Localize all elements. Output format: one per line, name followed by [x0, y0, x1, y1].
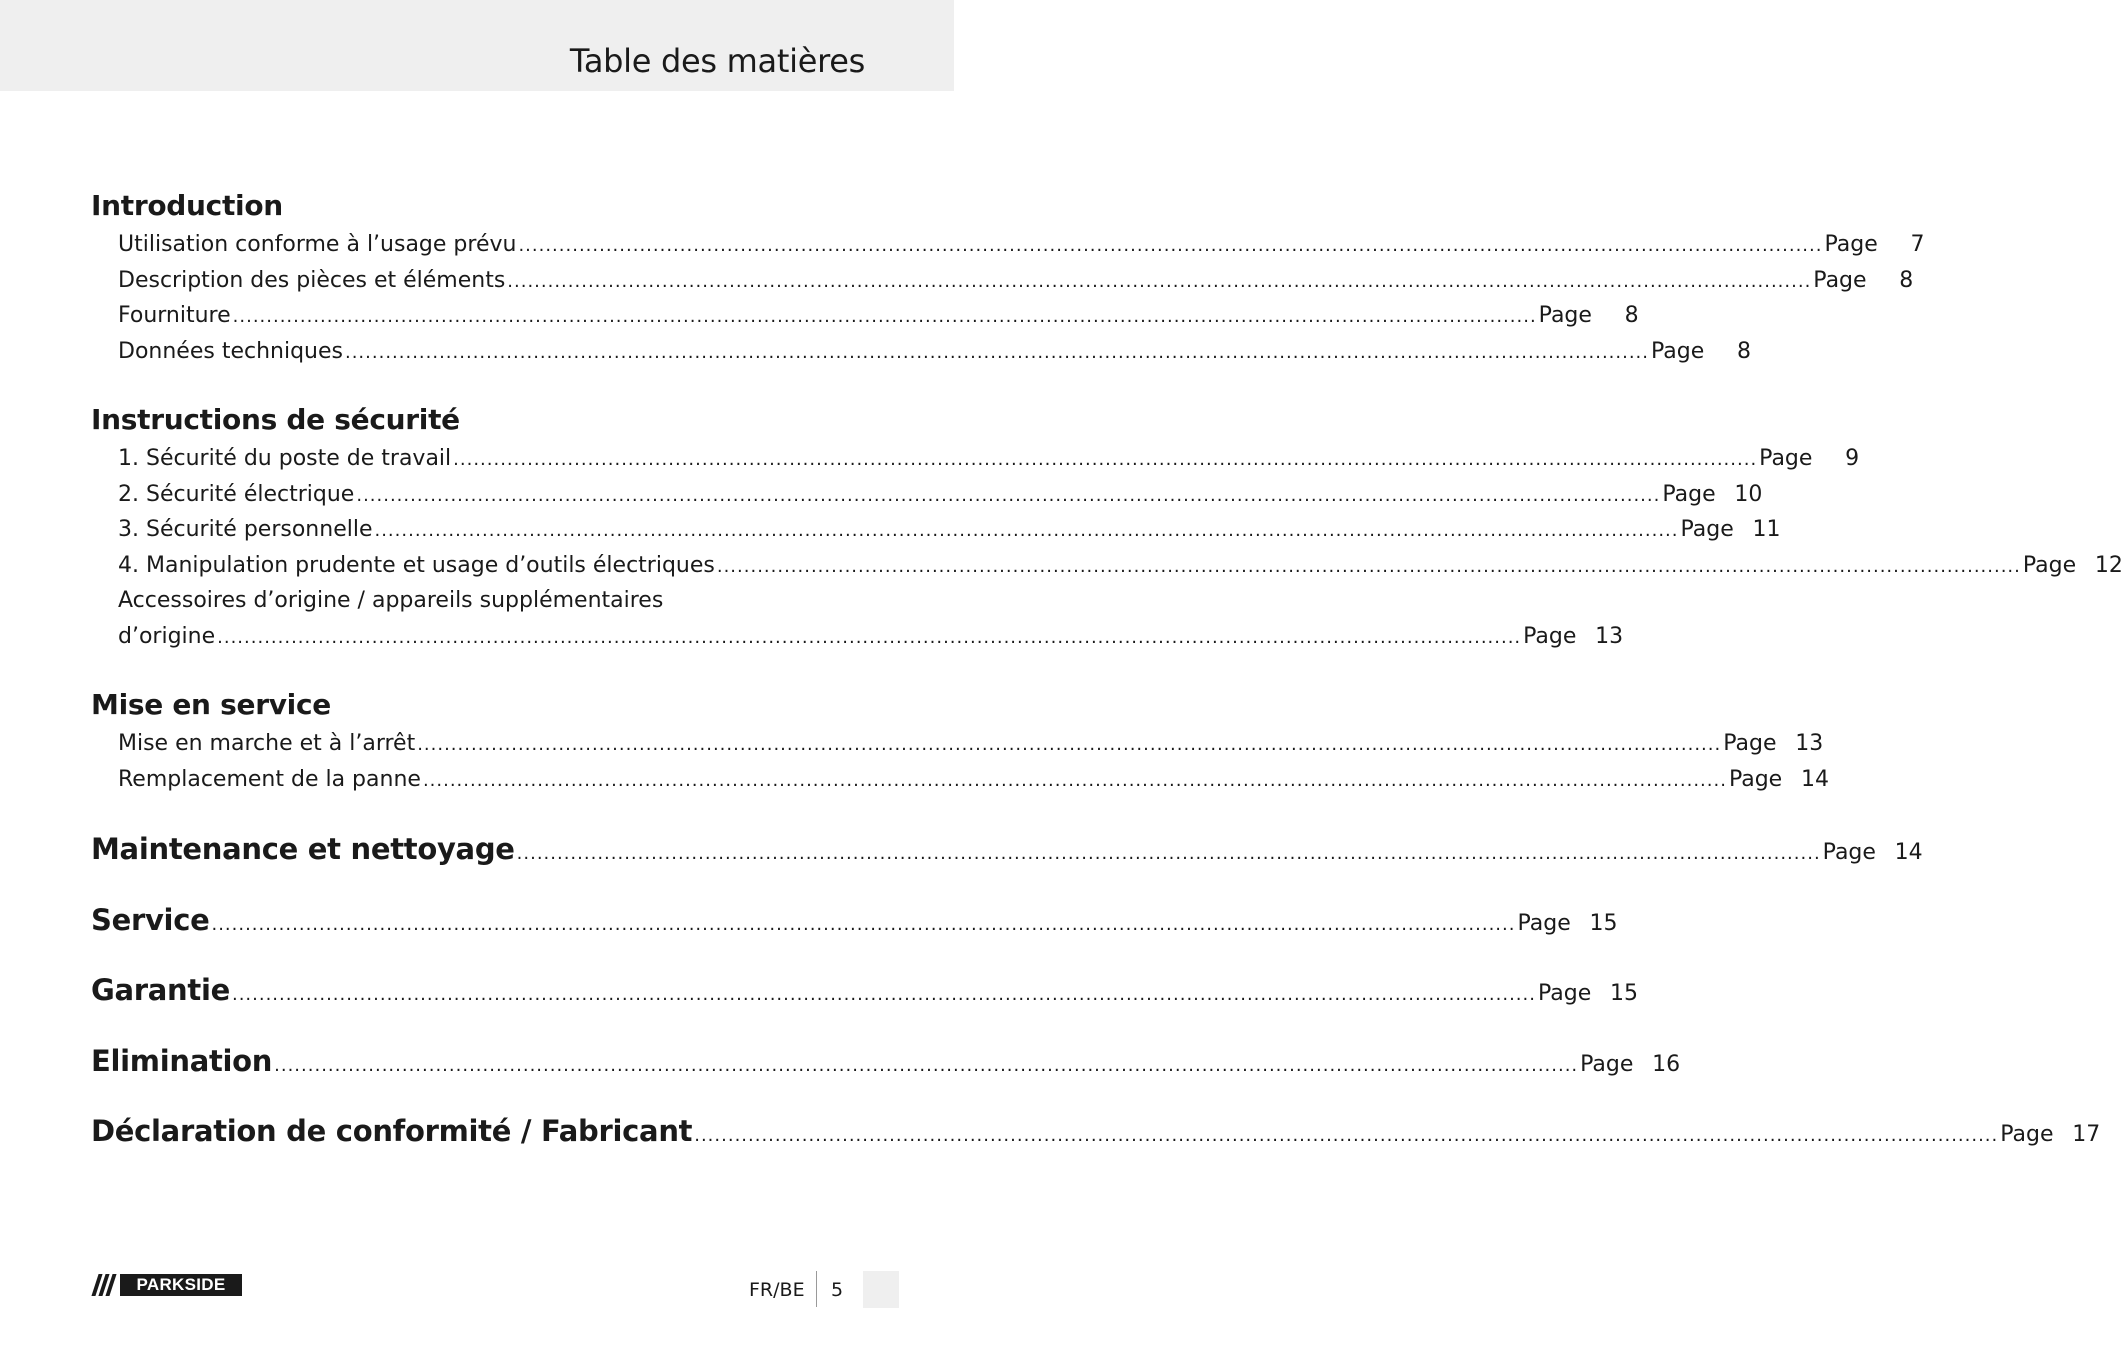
- entry-label: Remplacement de la panne: [118, 766, 421, 792]
- page-word: Page: [1824, 232, 1878, 257]
- dot-leader: ..................................................................................................................................................................................................: [694, 1125, 1999, 1146]
- page-number: 8: [1624, 303, 1639, 328]
- toc-section-introduction: [91, 189, 1925, 376]
- page-word: Page: [1822, 840, 1876, 865]
- section-title: Garantie: [91, 973, 230, 1007]
- page-word: Page: [1651, 338, 1705, 364]
- toc-entry-wrapped-line2[interactable]: [118, 623, 1624, 662]
- section-title[interactable]: Mise en service: [91, 688, 331, 721]
- section-title: Maintenance et nettoyage: [91, 832, 515, 866]
- footer-page-number: 5: [831, 1279, 844, 1301]
- logo-wordmark: PARKSIDE: [120, 1274, 242, 1296]
- page-number: 9: [1845, 446, 1860, 471]
- entry-label: Accessoires d’origine / appareils supplémentaires: [118, 588, 664, 613]
- section-title: Déclaration de conformité / Fabricant: [91, 1114, 693, 1148]
- page-word: Page: [1537, 981, 1592, 1006]
- dot-leader: ..................................................................................................................................................................................................: [356, 484, 1661, 506]
- page-number: 8: [1737, 338, 1751, 364]
- dot-leader: ..................................................................................................................................................................................................: [453, 449, 1758, 470]
- page-number: 8: [1899, 267, 1914, 293]
- entry-label: 4. Manipulation prudente et usage d’outils électriques: [118, 552, 715, 578]
- toc-section-startup: [91, 688, 1829, 804]
- page-word: Page: [1517, 910, 1571, 936]
- page-number: 10: [1734, 481, 1763, 507]
- page-number: 13: [1795, 731, 1824, 756]
- page-number: 14: [1800, 766, 1829, 792]
- toc-entry[interactable]: [118, 481, 1763, 520]
- page-word: Page: [1680, 517, 1734, 542]
- page-number: 16: [1652, 1051, 1681, 1077]
- toc-entry[interactable]: [118, 766, 1829, 805]
- page-number: 11: [1752, 517, 1781, 542]
- dot-leader: ..................................................................................................................................................................................................: [507, 270, 1812, 292]
- toc-section-service[interactable]: [91, 902, 1618, 947]
- page-word: Page: [1723, 731, 1777, 756]
- dot-leader: ..................................................................................................................................................................................................: [211, 913, 1516, 935]
- dot-leader: ..................................................................................................................................................................................................: [422, 769, 1727, 791]
- toc-entry[interactable]: [118, 232, 1925, 270]
- page-number: 7: [1910, 232, 1925, 257]
- footer-tab-box: [863, 1271, 899, 1308]
- toc-section-disposal[interactable]: [91, 1043, 1681, 1088]
- dot-leader: ..................................................................................................................................................................................................: [716, 555, 2021, 577]
- section-title[interactable]: Introduction: [91, 189, 283, 222]
- dot-leader: ..................................................................................................................................................................................................: [217, 626, 1522, 648]
- page-number: 13: [1595, 623, 1624, 649]
- entry-label: 1. Sécurité du poste de travail: [118, 446, 452, 471]
- entry-label: 2. Sécurité électrique: [118, 481, 355, 507]
- logo-stripes-icon: [92, 1274, 120, 1296]
- toc-section-warranty[interactable]: [91, 973, 1638, 1017]
- page-word: Page: [1728, 766, 1783, 792]
- dot-leader: ..................................................................................................................................................................................................: [344, 341, 1649, 363]
- section-title: Service: [91, 902, 210, 937]
- page-word: Page: [1523, 623, 1577, 649]
- dot-leader: ..................................................................................................................................................................................................: [232, 306, 1537, 327]
- entry-label: d’origine: [118, 623, 216, 649]
- section-title[interactable]: Instructions de sécurité: [91, 403, 460, 436]
- dot-leader: ..................................................................................................................................................................................................: [417, 734, 1722, 755]
- dot-leader: ..................................................................................................................................................................................................: [374, 520, 1679, 541]
- toc-entry-wrapped-line1[interactable]: [118, 590, 853, 626]
- entry-label: Utilisation conforme à l’usage prévu: [118, 232, 517, 257]
- page-word: Page: [2000, 1122, 2054, 1147]
- page-number: 12: [2094, 552, 2123, 578]
- toc-section-safety: [91, 403, 2123, 661]
- page-number: 14: [1894, 840, 1923, 865]
- dot-leader: ..................................................................................................................................................................................................: [518, 235, 1823, 256]
- page-word: Page: [2022, 552, 2077, 578]
- footer-language: FR/BE: [749, 1279, 805, 1301]
- entry-label: Fourniture: [118, 303, 231, 328]
- toc-entry[interactable]: [118, 267, 1914, 306]
- page-number: 15: [1589, 910, 1618, 936]
- table-of-contents: [91, 189, 2123, 1185]
- toc-entry[interactable]: [118, 446, 1860, 484]
- page-number: 17: [2072, 1122, 2101, 1147]
- dot-leader: ..................................................................................................................................................................................................: [231, 984, 1536, 1005]
- toc-entry[interactable]: [118, 303, 1639, 341]
- page-title: Table des matières: [569, 42, 865, 80]
- toc-entry[interactable]: [118, 731, 1824, 769]
- toc-section-declaration[interactable]: [91, 1114, 2101, 1158]
- toc-entry[interactable]: [118, 338, 1751, 377]
- footer-divider: [816, 1271, 817, 1307]
- entry-label: Description des pièces et éléments: [118, 267, 506, 293]
- parkside-logo: [92, 1274, 242, 1296]
- page-word: Page: [1662, 481, 1716, 507]
- page-word: Page: [1759, 446, 1813, 471]
- dot-leader: ..................................................................................................................................................................................................: [516, 843, 1821, 864]
- entry-label: 3. Sécurité personnelle: [118, 517, 373, 542]
- entry-label: Mise en marche et à l’arrêt: [118, 731, 416, 756]
- page-word: Page: [1813, 267, 1867, 293]
- toc-section-maintenance[interactable]: [91, 832, 1923, 876]
- dot-leader: ..................................................................................................................................................................................................: [274, 1054, 1579, 1076]
- section-title: Elimination: [91, 1043, 273, 1078]
- page-word: Page: [1538, 303, 1592, 328]
- toc-entry[interactable]: [118, 517, 1781, 555]
- page-number: 15: [1609, 981, 1638, 1006]
- page-word: Page: [1580, 1051, 1634, 1077]
- toc-entry[interactable]: [118, 552, 2123, 591]
- entry-label: Données techniques: [118, 338, 343, 364]
